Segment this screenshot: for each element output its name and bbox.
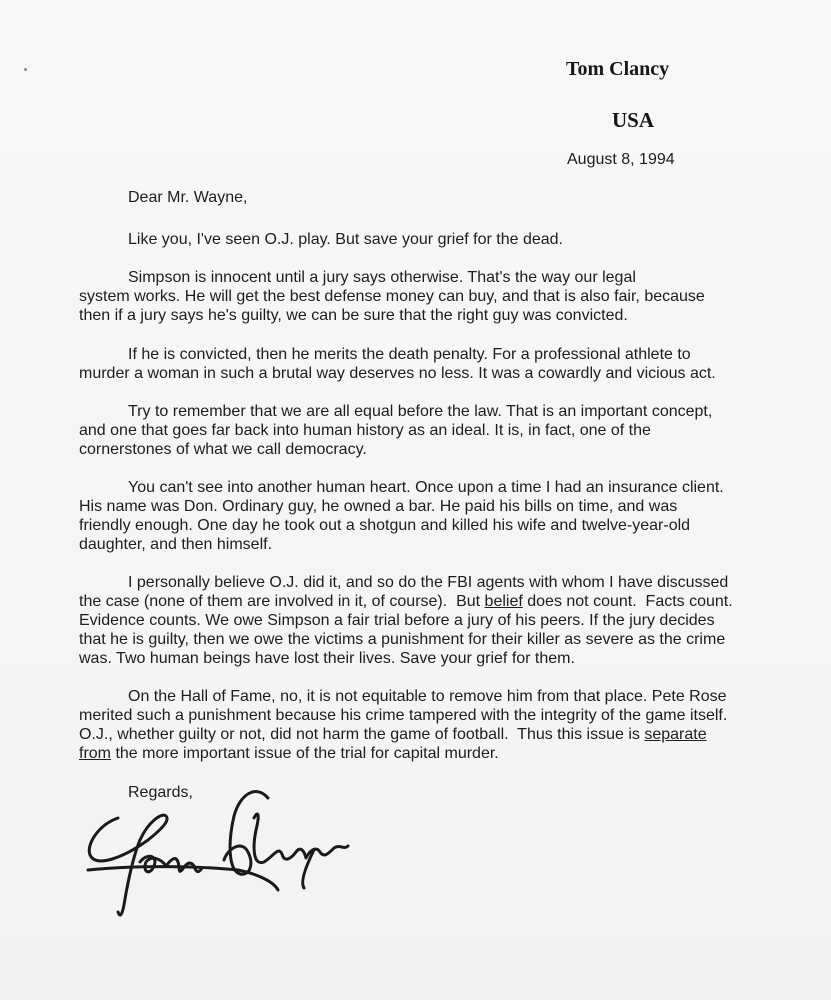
underlined-word-belief: belief [484, 593, 523, 610]
paragraph-line: that he is guilty, then we owe the victims a punishment for their killer as severe as the crime [79, 631, 726, 648]
salutation: Dear Mr. Wayne, [128, 189, 248, 206]
line-text: the more important issue of the trial for capital murder. [111, 745, 499, 762]
paragraph-3 [79, 345, 759, 383]
underlined-word-from: from [79, 745, 111, 762]
line-text: the case (none of them are involved in it, of course). But [79, 593, 485, 610]
paragraph-line: I personally believe O.J. did it, and so do the FBI agents with whom I have discussed [128, 574, 729, 591]
paragraph-line [79, 725, 759, 744]
closing: Regards, [128, 784, 193, 801]
paragraph-line: merited such a punishment because his crime tampered with the integrity of the game itself. [79, 707, 728, 724]
paragraph-line: was. Two human beings have lost their lives. Save your grief for them. [79, 650, 575, 667]
paragraph-line: then if a jury says he's guilty, we can be sure that the right guy was convicted. [79, 307, 628, 324]
paragraph-line: Evidence counts. We owe Simpson a fair trial before a jury of his peers. If the jury decides [79, 612, 715, 629]
paragraph-line: You can't see into another human heart. Once upon a time I had an insurance client. [128, 479, 724, 496]
paragraph-line: cornerstones of what we call democracy. [79, 441, 367, 458]
underlined-word-separate: separate [644, 726, 707, 743]
paragraph-line: friendly enough. One day he took out a shotgun and killed his wife and twelve-year-old [79, 517, 691, 534]
paragraph-4 [79, 402, 759, 459]
handwritten-signature [78, 770, 378, 930]
paragraph-line [79, 744, 759, 763]
letterhead-name: Tom Clancy [566, 58, 670, 80]
paragraph-line: On the Hall of Fame, no, it is not equitable to remove him from that place. Pete Rose [128, 688, 727, 705]
paragraph-line: Try to remember that we are all equal before the law. That is an important concept, [128, 403, 713, 420]
paragraph-line: His name was Don. Ordinary guy, he owned a bar. He paid his bills on time, and was [79, 498, 678, 515]
paragraph-7 [79, 687, 759, 763]
letter-date: August 8, 1994 [567, 151, 675, 168]
letterhead-country: USA [612, 108, 655, 132]
paragraph-line: murder a woman in such a brutal way deserves no less. It was a cowardly and vicious act. [79, 365, 716, 382]
paragraph-line: Like you, I've seen O.J. play. But save your grief for the dead. [128, 231, 563, 248]
paragraph-line: and one that goes far back into human history as an ideal. It is, in fact, one of the [79, 422, 651, 439]
paragraph-line [79, 592, 759, 611]
line-text: O.J., whether guilty or not, did not harm the game of football. Thus this issue is [79, 726, 645, 743]
paragraph-2 [79, 268, 759, 325]
paragraph-5 [79, 478, 759, 554]
line-text: does not count. Facts count. [522, 593, 733, 610]
paper-speck [24, 68, 27, 71]
paragraph-1 [79, 230, 759, 249]
paragraph-line: If he is convicted, then he merits the death penalty. For a professional athlete to [128, 346, 691, 363]
paragraph-line: system works. He will get the best defense money can buy, and that is also fair, because [79, 288, 705, 305]
paragraph-6 [79, 573, 759, 668]
paragraph-line: Simpson is innocent until a jury says otherwise. That's the way our legal [128, 269, 636, 286]
paragraph-line: daughter, and then himself. [79, 536, 273, 553]
